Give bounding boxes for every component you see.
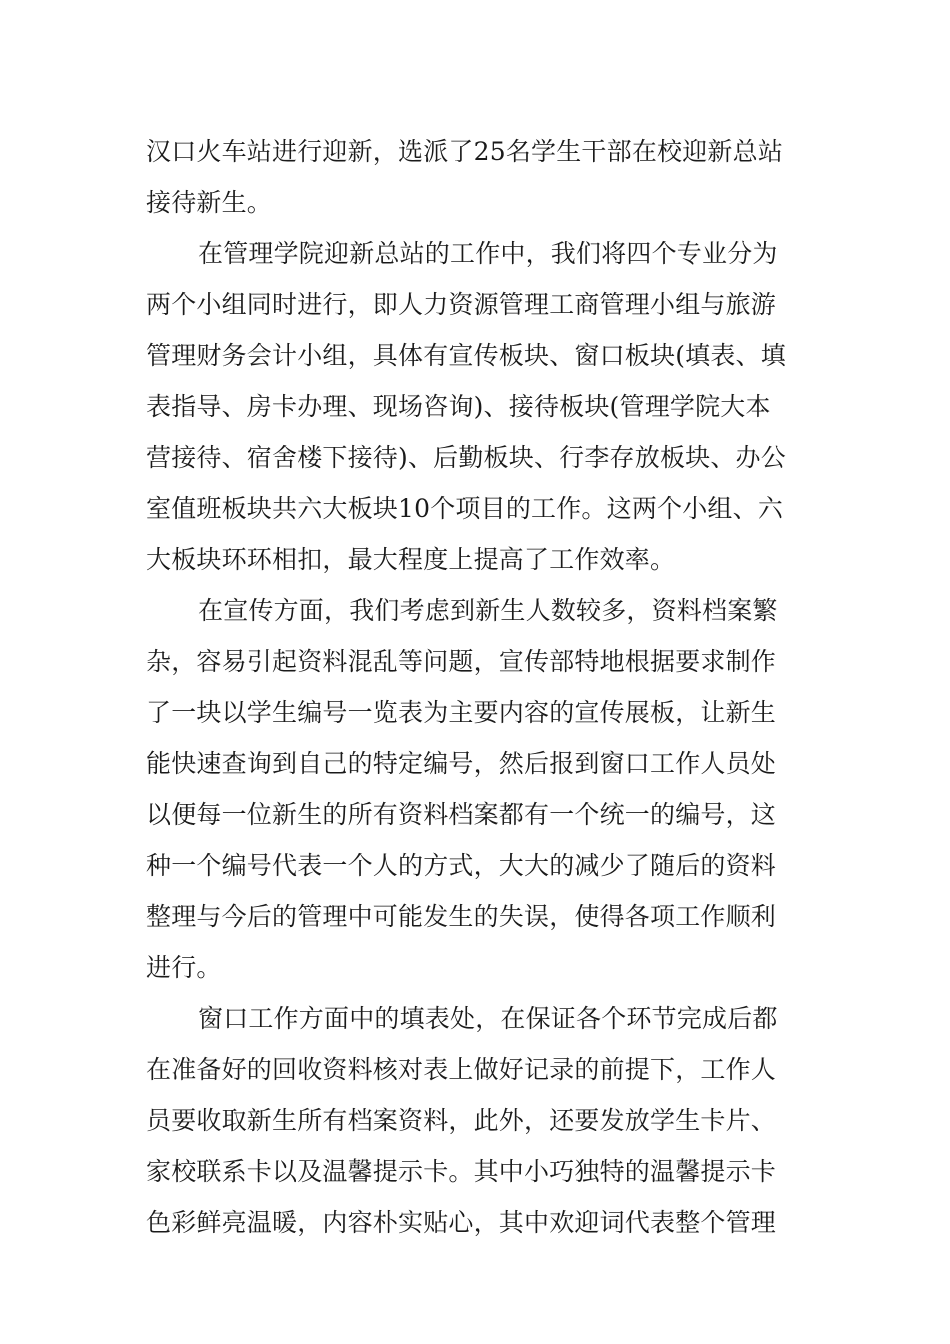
text-line: 在管理学院迎新总站的工作中，我们将四个专业分为 [198, 239, 778, 268]
text-line: 整理与今后的管理中可能发生的失误，使得各项工作顺利 [146, 902, 777, 931]
text-line: 接待新生。 [146, 188, 273, 217]
text-line: 窗口工作方面中的填表处，在保证各个环节完成后都 [198, 1004, 778, 1033]
text-line: 室值班板块共六大板块10个项目的工作。这两个小组、六 [146, 494, 784, 523]
text-line: 两个小组同时进行，即人力资源管理工商管理小组与旅游 [146, 290, 777, 319]
text-line: 色彩鲜亮温暖，内容朴实贴心，其中欢迎词代表整个管理 [146, 1208, 777, 1237]
body-text [146, 126, 810, 1248]
text-line: 员要收取新生所有档案资料，此外，还要发放学生卡片、 [146, 1106, 777, 1135]
text-line: 进行。 [146, 953, 222, 982]
text-line: 了一块以学生编号一览表为主要内容的宣传展板，让新生 [146, 698, 777, 727]
text-line: 以便每一位新生的所有资料档案都有一个统一的编号，这 [146, 800, 777, 829]
text-line: 营接待、宿舍楼下接待)、后勤板块、行李存放板块、办公 [146, 443, 786, 472]
text-line: 能快速查询到自己的特定编号，然后报到窗口工作人员处 [146, 749, 777, 778]
text-line: 家校联系卡以及温馨提示卡。其中小巧独特的温馨提示卡 [146, 1157, 777, 1186]
text-line: 种一个编号代表一个人的方式，大大的减少了随后的资料 [146, 851, 777, 880]
text-line: 大板块环环相扣，最大程度上提高了工作效率。 [146, 545, 676, 574]
text-line: 在宣传方面，我们考虑到新生人数较多，资料档案繁 [198, 596, 778, 625]
text-line: 表指导、房卡办理、现场咨询)、接待板块(管理学院大本 [146, 392, 771, 421]
text-line: 杂，容易引起资料混乱等问题，宣传部特地根据要求制作 [146, 647, 777, 676]
text-line: 汉口火车站进行迎新，选派了25名学生干部在校迎新总站 [146, 137, 784, 166]
text-line: 在准备好的回收资料核对表上做好记录的前提下，工作人 [146, 1055, 777, 1084]
text-line: 管理财务会计小组，具体有宣传板块、窗口板块(填表、填 [146, 341, 786, 370]
